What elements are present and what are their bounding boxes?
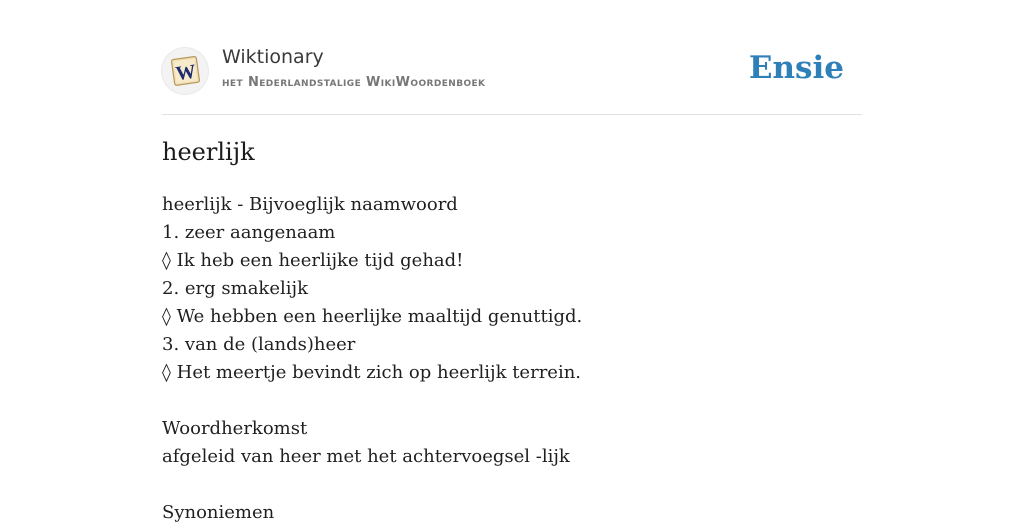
- ensie-brand-link[interactable]: Ensie: [748, 50, 844, 86]
- site-tagline: het Nederlandstalige WikiWoordenboek: [222, 75, 486, 90]
- definition-2: 2. erg smakelijk: [162, 278, 308, 299]
- definition-3: 3. van de (lands)heer: [162, 334, 356, 355]
- wiktionary-logo-icon[interactable]: [162, 48, 208, 94]
- spacer: [162, 387, 862, 415]
- entry-content: [162, 136, 862, 527]
- synonyms-heading: Synoniemen: [162, 502, 275, 523]
- etymology-text: afgeleid van heer met het achtervoegsel -lijk: [162, 446, 570, 467]
- part-of-speech-line: heerlijk - Bijvoeglijk naamwoord: [162, 194, 458, 215]
- spacer: [162, 471, 862, 499]
- svg-text:W: W: [174, 60, 198, 86]
- example-2: ◊ We hebben een heerlijke maaltijd genuttigd.: [162, 306, 583, 327]
- example-3: ◊ Het meertje bevindt zich op heerlijk terrein.: [162, 362, 582, 383]
- etymology-heading: Woordherkomst: [162, 418, 308, 439]
- definition-1: 1. zeer aangenaam: [162, 222, 336, 243]
- page-title: heerlijk: [162, 138, 255, 166]
- site-header: [162, 44, 862, 115]
- site-name[interactable]: Wiktionary: [222, 46, 324, 68]
- example-1: ◊ Ik heb een heerlijke tijd gehad!: [162, 250, 464, 271]
